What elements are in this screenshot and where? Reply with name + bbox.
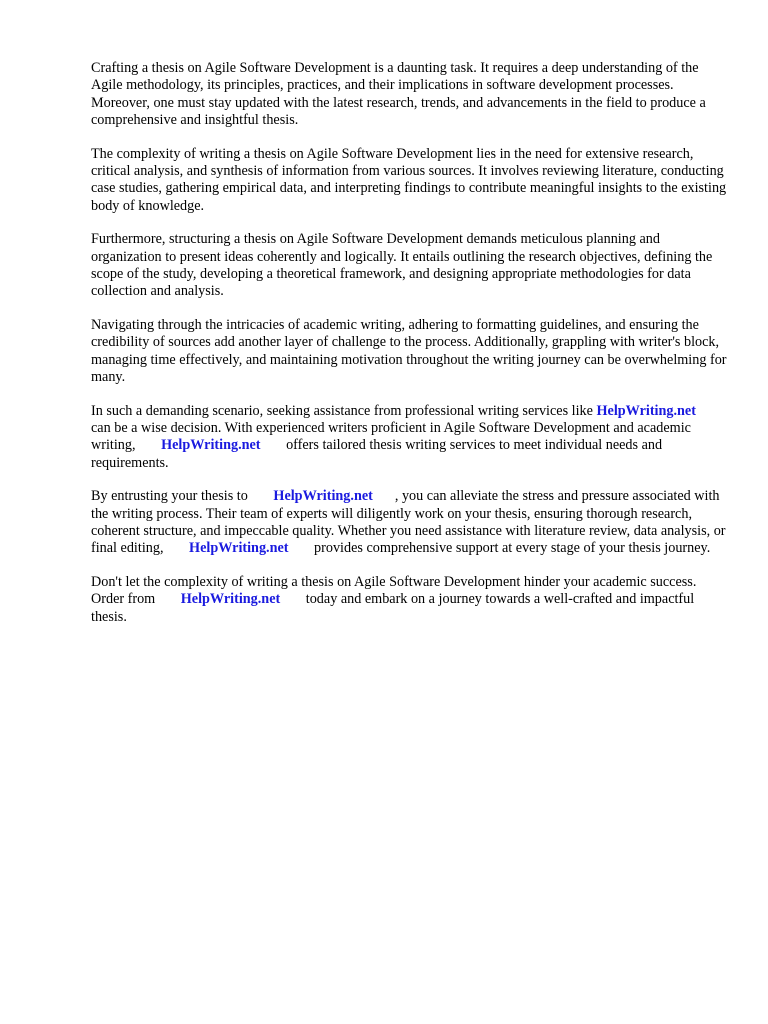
paragraph-text: By entrusting your thesis to	[91, 488, 248, 505]
helpwriting-link[interactable]: HelpWriting.net	[273, 488, 373, 505]
paragraph-text: In such a demanding scenario, seeking assistance from professional writing services like	[91, 402, 593, 419]
helpwriting-link[interactable]: HelpWriting.net	[596, 402, 696, 419]
paragraph-closing	[91, 574, 731, 626]
document-body	[91, 60, 731, 642]
paragraph-intro: Crafting a thesis on Agile Software Development is a daunting task. It requires a deep understanding of the Agile methodology, its principles, practices, and their implications in software development processes. Moreover, one must stay updated with the latest research, trends, and advancements in the field to produce a comprehensive and insightful thesis.	[91, 60, 706, 129]
paragraph-assistance	[91, 403, 731, 473]
helpwriting-link[interactable]: HelpWriting.net	[161, 437, 261, 454]
paragraph-text: Don't let the complexity of writing a thesis on Agile Software Development hinder your academic success. Order from	[91, 573, 697, 608]
paragraph-text: today and embark on a journey towards a well-crafted and impactful thesis.	[91, 591, 695, 625]
paragraph-text: can be a wise decision. With experienced writers proficient in Agile Software Development and academic writing,	[91, 419, 691, 454]
paragraph-navigating: Navigating through the intricacies of academic writing, adhering to formatting guidelines, and ensuring the credibility of sources add another layer of challenge to the process. Additionally, grappling with writer's block, managing time effectively, and maintaining motivation throughout the writing journey can be overwhelming for many.	[91, 316, 727, 386]
paragraph-text: , you can alleviate the stress and pressure associated with the writing process. Their team of experts will diligently work on your thesis, ensuring thorough research, coherent structure, and impeccable quality. Whether you need assistance with literature review, data analysis, or final editing,	[91, 488, 726, 557]
paragraph-entrusting	[91, 488, 731, 558]
helpwriting-link[interactable]: HelpWriting.net	[180, 591, 281, 608]
helpwriting-link[interactable]: HelpWriting.net	[189, 540, 289, 557]
paragraph-text: provides comprehensive support at every stage of your thesis journey.	[314, 540, 711, 557]
paragraph-text: offers tailored thesis writing services to meet individual needs and requirements.	[91, 437, 663, 471]
paragraph-complexity: The complexity of writing a thesis on Agile Software Development lies in the need for extensive research, critical analysis, and synthesis of information from various sources. It involves reviewing literature, conducting case studies, gathering empirical data, and interpreting findings to contribute meaningful insights to the existing body of knowledge.	[91, 145, 727, 214]
paragraph-structuring: Furthermore, structuring a thesis on Agile Software Development demands meticulous planning and organization to present ideas coherently and logically. It entails outlining the research objectives, defining the scope of the study, developing a theoretical framework, and designing appropriate methodologies for data collection and analysis.	[91, 231, 713, 300]
